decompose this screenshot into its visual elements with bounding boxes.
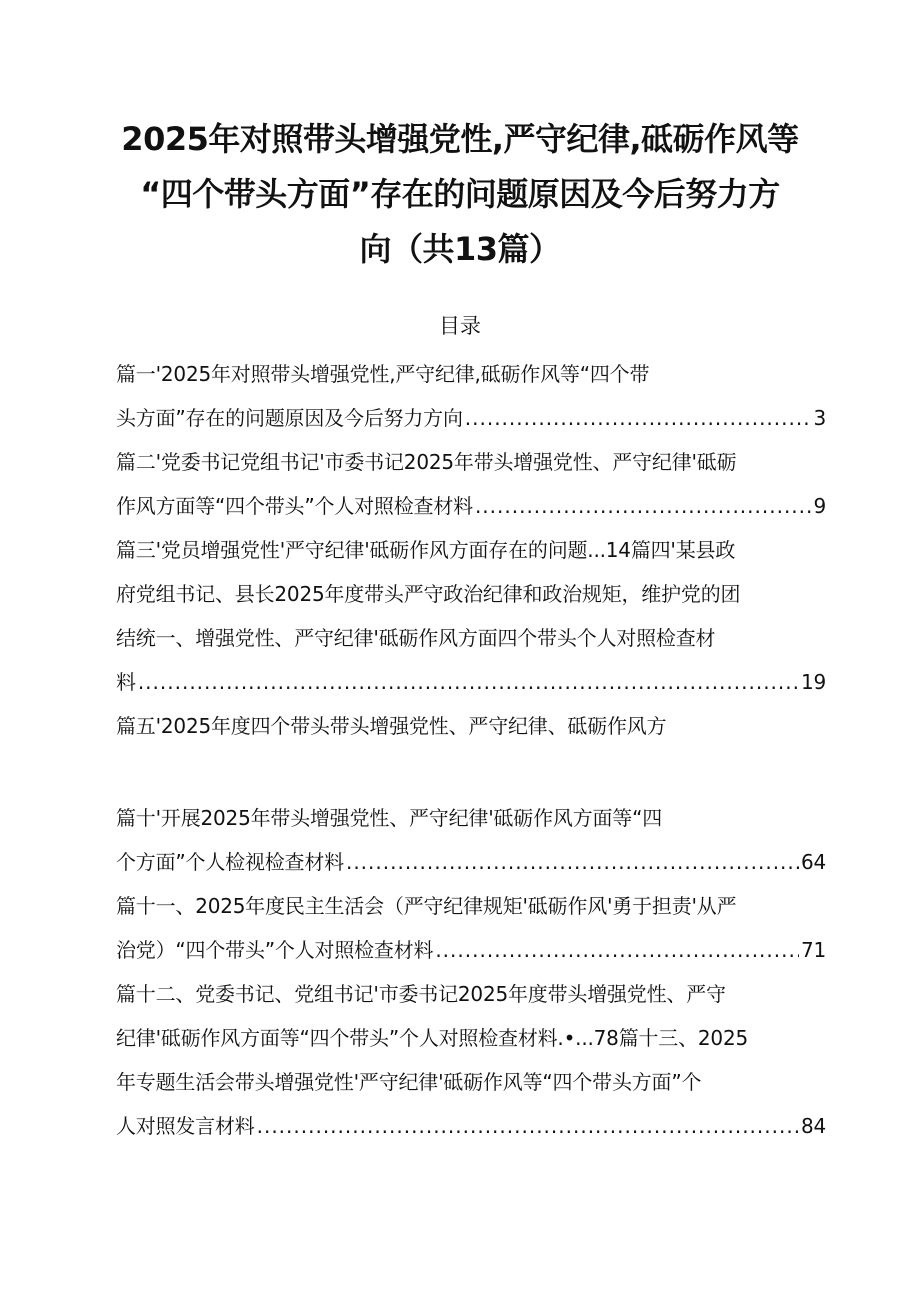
toc-page-number: 84 [800, 1114, 826, 1138]
toc-entry[interactable] [116, 1104, 826, 1148]
toc-entry-text: 个方面”个人检视检查材料 [116, 850, 344, 874]
toc-entry[interactable]: 篇十二、党委书记、党组书记'市委书记2025年度带头增强党性、严守 [116, 982, 726, 1006]
toc-entry[interactable]: 篇一'2025年对照带头增强党性,严守纪律,砥砺作风等“四个带 [116, 362, 650, 386]
toc-heading: 目录 [439, 314, 481, 338]
toc-entry[interactable]: 篇十'开展2025年带头增强党性、严守纪律'砥砺作风方面等“四 [116, 806, 663, 830]
toc-entry-text: 人对照发言材料 [116, 1114, 255, 1138]
toc-entry[interactable] [116, 484, 826, 528]
toc-page-number: 3 [813, 406, 826, 430]
document-title [100, 112, 820, 277]
table-of-contents-continued [116, 796, 826, 1148]
toc-page-number: 19 [800, 670, 826, 694]
toc-entry[interactable] [116, 840, 826, 884]
table-of-contents [116, 352, 826, 748]
toc-entry[interactable]: 篇二'党委书记党组书记'市委书记2025年带头增强党性、严守纪律'砥砺 [116, 450, 737, 474]
title-line: 2025年对照带头增强党性,严守纪律,砥砺作风等 [121, 120, 799, 158]
title-line: “四个带头方面”存在的问题原因及今后努力方 [140, 175, 780, 213]
toc-entry[interactable]: 篇十一、2025年度民主生活会（严守纪律规矩'砥砺作风'勇于担责'从严 [116, 894, 737, 918]
toc-entry[interactable] [116, 928, 826, 972]
toc-entry-text: 治党）“四个带头”个人对照检查材料 [116, 938, 434, 962]
toc-entry-text: 头方面”存在的问题原因及今后努力方向 [116, 406, 463, 430]
toc-entry[interactable]: 篇三'党员增强党性'严守纪律'砥砺作风方面存在的问题...14篇四'某县政 [116, 538, 736, 562]
toc-page-number: 9 [813, 494, 826, 518]
toc-entry-text: 料 [116, 670, 136, 694]
toc-entry[interactable]: 结统一、增强党性、严守纪律'砥砺作风方面四个带头个人对照检查材 [116, 626, 716, 650]
toc-dot-leader [257, 1104, 799, 1148]
toc-dot-leader [435, 928, 799, 972]
toc-dot-leader [465, 396, 812, 440]
toc-dot-leader [138, 660, 799, 704]
toc-dot-leader [475, 484, 812, 528]
toc-entry[interactable]: 年专题生活会带头增强党性'严守纪律'砥砺作风等“四个带头方面”个 [116, 1070, 702, 1094]
title-line: 向（共13篇） [359, 230, 561, 268]
toc-dot-leader [346, 840, 799, 884]
toc-entry[interactable]: 府党组书记、县长2025年度带头严守政治纪律和政治规矩，维护党的团 [116, 582, 741, 606]
toc-entry[interactable]: 纪律'砥砺作风方面等“四个带头”个人对照检查材料.•...78篇十三、2025 [116, 1026, 748, 1050]
toc-page-number: 64 [800, 850, 826, 874]
toc-entry[interactable] [116, 660, 826, 704]
toc-entry[interactable] [116, 396, 826, 440]
toc-entry[interactable]: 篇五'2025年度四个带头带头增强党性、严守纪律、砥砺作风方 [116, 714, 667, 738]
toc-page-number: 71 [800, 938, 826, 962]
toc-entry-text: 作风方面等“四个带头”个人对照检查材料 [116, 494, 473, 518]
